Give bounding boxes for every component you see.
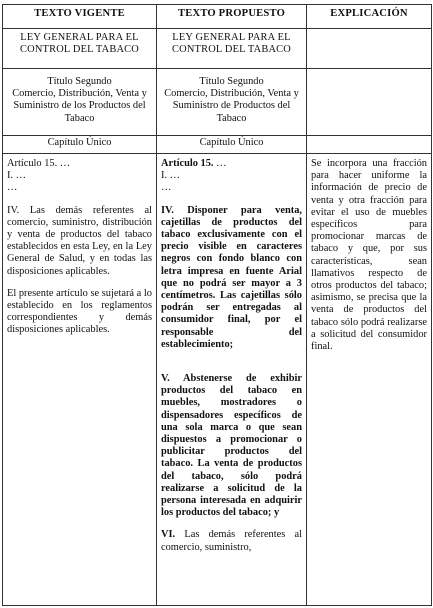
propuesto-frac-iv: IV. Disponer para venta, cajetillas de productos del tabaco exclusivamente con el precio visible en caracteres negros con fondo blanco con letra impresa en fuente Arial que no podrá ser mayor a 3 centímetros. Las cajetillas sólo podrán ser entregadas al consumidor final, por el responsable del establecimiento;: [161, 204, 302, 350]
propuesto-frac-vi-num: VI.: [161, 529, 176, 541]
body-row: [3, 154, 432, 606]
titulo-propuesto: [157, 69, 307, 136]
titulo-explicacion-empty: [307, 69, 432, 136]
ley-propuesto: LEY GENERAL PARA EL CONTROL DEL TABACO: [157, 29, 307, 69]
propuesto-article-rest: …: [213, 158, 227, 169]
vigente-article: Artículo 15. …: [7, 158, 71, 169]
titulo-vigente: [3, 69, 157, 136]
ley-row: [3, 29, 432, 69]
comparison-table: [2, 4, 432, 606]
propuesto-frac-i: I. …: [161, 170, 181, 182]
capitulo-row: [3, 136, 432, 154]
capitulo-propuesto: Capítulo Único: [157, 136, 307, 154]
vigente-frac-i: I. …: [7, 170, 27, 182]
header-row: [3, 5, 432, 29]
titulo-propuesto-heading: Título Segundo: [199, 76, 264, 87]
propuesto-body: [157, 154, 307, 606]
titulo-propuesto-subtitle: Comercio, Distribución, Venta y Suministro de Productos del Tabaco: [164, 88, 299, 124]
titulo-row: [3, 69, 432, 136]
titulo-vigente-subtitle: Comercio, Distribución, Venta y Suministro de los Productos del Tabaco: [12, 88, 147, 124]
propuesto-frac-dots: …: [161, 182, 172, 194]
propuesto-frac-vi-line: [161, 529, 302, 553]
vigente-closing: El presente artículo se sujetará a lo establecido en los reglamentos correspondientes y demás disposiciones aplicables.: [7, 287, 152, 336]
explicacion-text: Se incorpora una fracción para hacer uniforme la información de precio de venta y otra fracción para evitar el uso de muebles específicos para promocionar marcas de tabaco y que, por sus características, sean llamativos respecto de otros productos del tabaco; asimismo, se precisa que la venta de productos del tabaco sólo podrá realizarse a solicitud del consumidor final.: [311, 158, 427, 353]
explicacion-body: [307, 154, 432, 606]
propuesto-article-line: [161, 158, 302, 170]
header-explicacion: EXPLICACIÓN: [307, 5, 432, 29]
propuesto-article: Artículo 15.: [161, 158, 214, 169]
ley-vigente: LEY GENERAL PARA EL CONTROL DEL TABACO: [3, 29, 157, 69]
vigente-body: [3, 154, 157, 606]
vigente-frac-iv: IV. Las demás referentes al comercio, suministro, distribución y venta de productos del tabaco establecidos en esta Ley, en la Ley General de Salud, y en todas las disposiciones aplicables.: [7, 204, 152, 277]
titulo-vigente-heading: Título Segundo: [47, 76, 112, 87]
capitulo-vigente: Capítulo Único: [3, 136, 157, 154]
capitulo-explicacion-empty: [307, 136, 432, 154]
header-texto-propuesto: TEXTO PROPUESTO: [157, 5, 307, 29]
propuesto-frac-vi-rest: Las demás referentes al comercio, suministro,: [161, 529, 302, 553]
vigente-frac-dots: …: [7, 182, 18, 194]
propuesto-frac-v: V. Abstenerse de exhibir productos del tabaco en muebles, mostradores o dispensadores específicos de una sola marca o que sean dispuestos a promocionar o publicitar productos del tabaco. La venta de productos del tabaco, sólo podrá realizarse a solicitud de la persona interesada en adquirir los productos del tabaco; y: [161, 373, 302, 519]
header-texto-vigente: TEXTO VIGENTE: [3, 5, 157, 29]
ley-explicacion-empty: [307, 29, 432, 69]
